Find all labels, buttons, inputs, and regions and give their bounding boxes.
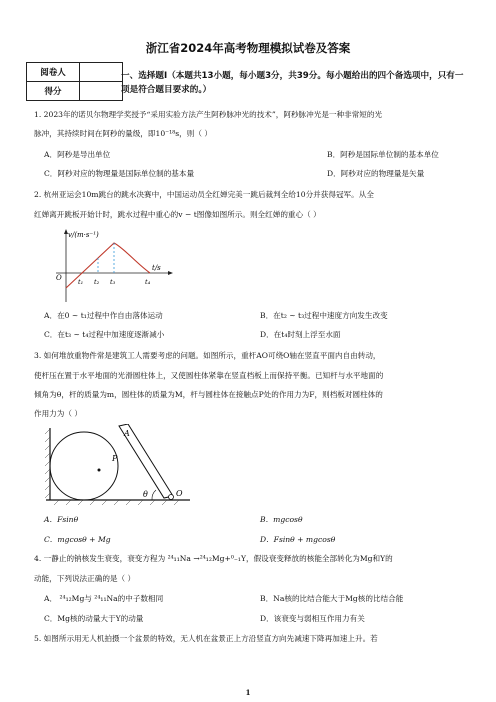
- ground-hatch: [54, 500, 179, 505]
- q3-option-c: C．mgcosθ + Mg: [44, 535, 111, 544]
- q1-stem-line1: 1. 2023年的诺贝尔物理学奖授予“采用实验方法产生阿秒脉冲光的技术”，阿秒脉冲光是一种非常短的光: [34, 110, 383, 119]
- q4-stem-line1: 4. 一静止的钠核发生衰变，衰变方程为 ²⁴₁₁Na →²⁴₁₂Mg+⁰₋₁Y，假设衰变释放的核能全部转化为Mg和Y的: [34, 554, 393, 563]
- q4-option-c: C．Mg核的动量大于Y的动量: [44, 614, 144, 623]
- q4-option-d: D．该衰变与弱相互作用力有关: [260, 614, 365, 623]
- q5-stem-line1: 5. 如图所示用无人机拍摄一个盆景的特效，无人机在盆景正上方沿竖直方向先减速下降再加速上升。若: [34, 634, 378, 643]
- q1-option-a: A．阿秒是导出单位: [44, 150, 111, 159]
- label-a: A: [124, 429, 130, 438]
- vt-tick-t1: t₁: [78, 278, 84, 286]
- q3-stem-line4: 作用力为（ ）: [34, 409, 82, 418]
- q1-option-c: C．阿秒对应的物理量是国际单位制的基本量: [44, 169, 195, 178]
- q2-stem-line2: 红婵离开跳板开始计时，跳水过程中重心的v − t图像如图所示。则全红婵的重心（ ）: [34, 210, 321, 219]
- reader-cell: [80, 63, 123, 82]
- label-theta: θ: [143, 490, 148, 499]
- vt-x-arrow: [168, 271, 173, 275]
- q3-option-b: B．mgcosθ: [260, 515, 303, 524]
- q4-stem-line2: 动能，下列说法正确的是（ ）: [34, 574, 136, 583]
- vt-ylabel: v/(m·s⁻¹): [68, 231, 99, 239]
- score-label: 得分: [27, 82, 80, 101]
- exam-title: 浙江省2024年高考物理模拟试卷及答案: [145, 41, 351, 55]
- q2-option-b: B．在t₂ ~ t₃过程中速度方向发生改变: [260, 311, 388, 320]
- section-heading: 一、选择题Ⅰ（本题共13小题，每小题3分，共39分。每小题给出的四个备选项中，只有一项是符合题目要求的。）: [121, 71, 464, 95]
- vt-tick-t2: t₂: [94, 278, 100, 286]
- vt-origin: O: [56, 274, 62, 282]
- score-cell: [80, 82, 123, 101]
- vt-graph: [44, 228, 174, 304]
- q3-option-a: A．Fsinθ: [44, 515, 79, 524]
- q4-option-a: A． ²⁴₁₂Mg与 ²⁴₁₁Na的中子数相同: [44, 594, 164, 603]
- angle-arc: [152, 490, 156, 500]
- q1-option-d: D．阿秒对应的物理量是矢量: [327, 169, 425, 178]
- label-o: O: [176, 489, 183, 498]
- q2-option-a: A．在0 ~ t₁过程中作自由落体运动: [44, 311, 163, 320]
- q2-option-c: C．在t₃ ~ t₄过程中加速度逐渐减小: [44, 330, 165, 339]
- vt-xlabel: t/s: [152, 264, 161, 272]
- label-p: P: [112, 454, 118, 463]
- q1-stem-line2: 脉冲，其持续时间在阿秒的量级，即10⁻¹⁸s，则（ ）: [34, 129, 212, 138]
- vt-tick-t3: t₃: [110, 278, 116, 286]
- grade-box: [26, 62, 123, 101]
- q3-option-d: D．Fsinθ + mgcosθ: [260, 535, 336, 544]
- q1-option-b: B．阿秒是国际单位制的基本单位: [327, 150, 439, 159]
- cylinder-center: [98, 469, 101, 472]
- q4-option-b: B．Na核的比结合能大于Mg核的比结合能: [260, 594, 404, 603]
- vt-tick-t4: t₄: [145, 278, 151, 286]
- wall-hatch: [45, 429, 50, 498]
- q2-stem-line1: 2. 杭州亚运会10m跳台的跳水决赛中，中国运动员全红婵完美一跳后裁判全给10分并获得冠军。从全: [34, 190, 374, 199]
- page-number: 1: [245, 688, 251, 697]
- q2-option-d: D．在t₄时刻上浮至水面: [260, 330, 341, 339]
- rod-cylinder-figure: [44, 424, 194, 510]
- pivot-o: [169, 495, 174, 500]
- q3-stem-line1: 3. 如何堆放重物件常是建筑工人需要考虑的问题。如图所示，重杆AO可绕O轴在竖直平面内自由转动，: [34, 351, 381, 360]
- q3-stem-line2: 使杆压在置于水平地面的光滑圆柱体上，又使圆柱体紧靠在竖直档板上而保持平衡。已知杆与水平地面的: [34, 371, 384, 380]
- q3-stem-line3: 倾角为θ，杆的质量为m，圆柱体的质量为M，杆与圆柱体在接触点P处的作用力为F，则档板对圆柱体的: [34, 390, 383, 399]
- reader-label: 阅卷人: [27, 63, 80, 82]
- cylinder: [50, 432, 118, 500]
